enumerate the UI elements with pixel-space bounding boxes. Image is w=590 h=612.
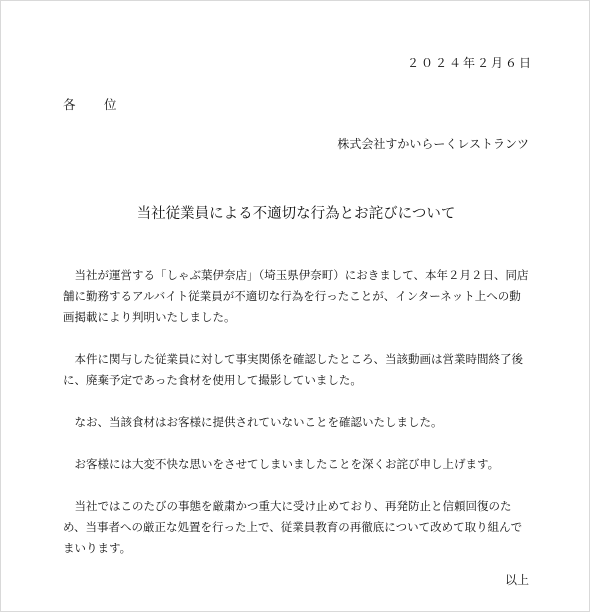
document-date: ２０２４年２月６日 (406, 56, 533, 70)
paragraph-investigation: 本件に関与した従業員に対して事実関係を確認したところ、当該動画は営業時間終了後に、廃棄予定であった食材を使用して撮影していました。 (63, 352, 523, 387)
company-name: 株式会社すかいらーくレストランツ (337, 137, 529, 151)
document-body (63, 265, 529, 580)
paragraph-prevention: 当社ではこのたびの事態を厳粛かつ重大に受け止めており、再発防止と信頼回復のため、当事者への厳正な処置を行った上で、従業員教育の再徹底について改めて取り組んでまいります。 (63, 499, 523, 555)
paragraph-apology: お客様には大変不快な思いをさせてしまいましたことを深くお詫び申し上げます。 (74, 457, 500, 471)
closing-mark: 以上 (504, 573, 529, 587)
paragraph-incident: 当社が運営する「しゃぶ葉伊奈店」（埼玉県伊奈町）におきまして、本年２月２日、同店舗に勤務するアルバイト従業員が不適切な行為を行ったことが、インターネット上への動画掲載により判明いたしました。 (63, 268, 529, 324)
document-title: 当社従業員による不適切な行為とお詫びについて (136, 206, 456, 222)
paragraph-food-not-served: なお、当該食材はお客様に提供されていないことを確認いたしました。 (74, 415, 443, 429)
addressee: 各 位 (63, 97, 125, 112)
